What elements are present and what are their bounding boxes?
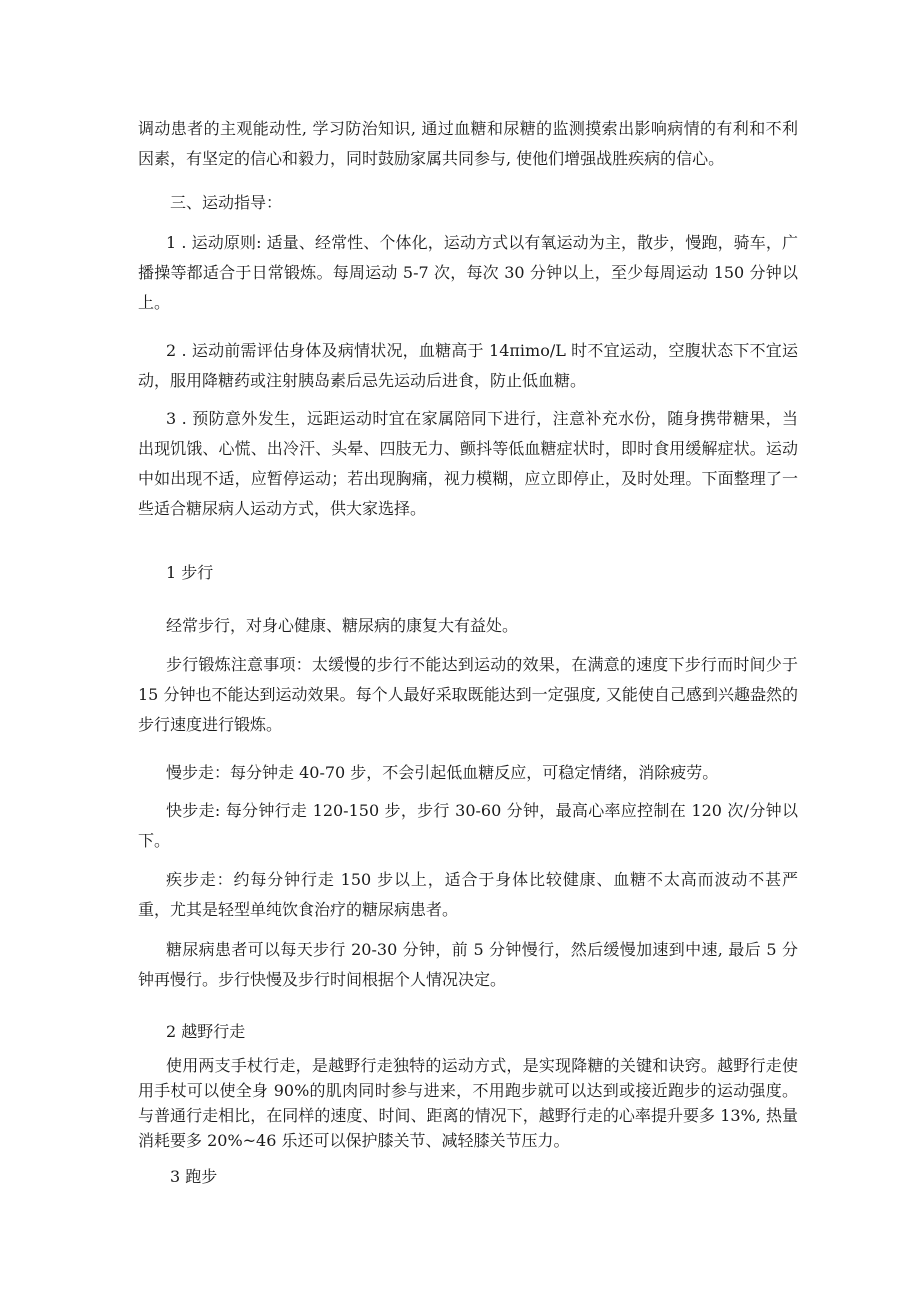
paragraph-item-3: 3 . 预防意外发生，远距运动时宜在家属陪同下进行，注意补充水份，随身携带糖果，当出现饥饿、心慌、出冷汗、头晕、四肢无力、颤抖等低血糖症状时，即时食用缓解症状。运动中如出现不适，应暂停运动；若出现胸痛，视力模糊，应立即停止，及时处理。下面整理了一些适合糖尿病人运动方式，供大家选择。 <box>138 409 798 518</box>
paragraph-walking-plan: 糖尿病患者可以每天步行 20-30 分钟，前 5 分钟慢行，然后缓慢加速到中速, 最后 5 分钟再慢行。步行快慢及步行时间根据个人情况决定。 <box>138 940 798 989</box>
paragraph-fast-walk: 快步走: 每分钟行走 120-150 步，步行 30-60 分钟，最高心率应控制在 120 次/分钟以下。 <box>138 801 798 850</box>
paragraph-item-2: 2 . 运动前需评估身体及病情状况，血糖高于 14πimo∕L 时不宜运动，空腹状态下不宜运动，服用降糖药或注射胰岛素后忌先运动后进食，防止低血糖。 <box>138 341 798 390</box>
paragraph-walking-notes: 步行锻炼注意事项：太缓慢的步行不能达到运动的效果，在满意的速度下步行而时间少于 15 分钟也不能达到运动效果。每个人最好采取既能达到一定强度, 又能使自己感到兴趣盎然的步行速度进行锻炼。 <box>138 655 798 734</box>
paragraph-brisk-walk: 疾步走：约每分钟行走 150 步以上，适合于身体比较健康、血糖不太高而波动不甚严重，尤其是轻型单纯饮食治疗的糖尿病患者。 <box>138 870 798 919</box>
paragraph-nordic-walking: 使用两支手杖行走，是越野行走独特的运动方式，是实现降糖的关键和诀窍。越野行走使用手杖可以使全身 90%的肌肉同时参与进来，不用跑步就可以达到或接近跑步的运动强度。与普通行走相比，在同样的速度、时间、距离的情况下，越野行走的心率提升要多 13%, 热量消耗要多 20%~46 乐还可以保护膝关节、减轻膝关节压力。 <box>138 1056 798 1150</box>
heading-running: 3 跑步 <box>170 1167 218 1186</box>
paragraph-slow-walk: 慢步走：每分钟走 40-70 步，不会引起低血糖反应，可稳定情绪，消除疲劳。 <box>166 763 719 782</box>
paragraph-item-1: 1 . 运动原则: 适量、经常性、个体化，运动方式以有氧运动为主，散步，慢跑，骑车，广播操等都适合于日常锻炼。每周运动 5-7 次，每次 30 分钟以上，至少每周运动 150 分钟以上。 <box>138 233 798 312</box>
paragraph-walking-benefit: 经常步行，对身心健康、糖尿病的康复大有益处。 <box>166 616 519 635</box>
heading-walking: 1 步行 <box>166 563 214 582</box>
paragraph-intro: 调动患者的主观能动性, 学习防治知识, 通过血糖和尿糖的监测摸索出影响病情的有利和不利因素，有坚定的信心和毅力，同时鼓励家属共同参与, 使他们增强战胜疾病的信心。 <box>138 119 798 168</box>
heading-exercise-guidance: 三、运动指导： <box>170 193 283 212</box>
heading-nordic-walking: 2 越野行走 <box>166 1022 246 1041</box>
